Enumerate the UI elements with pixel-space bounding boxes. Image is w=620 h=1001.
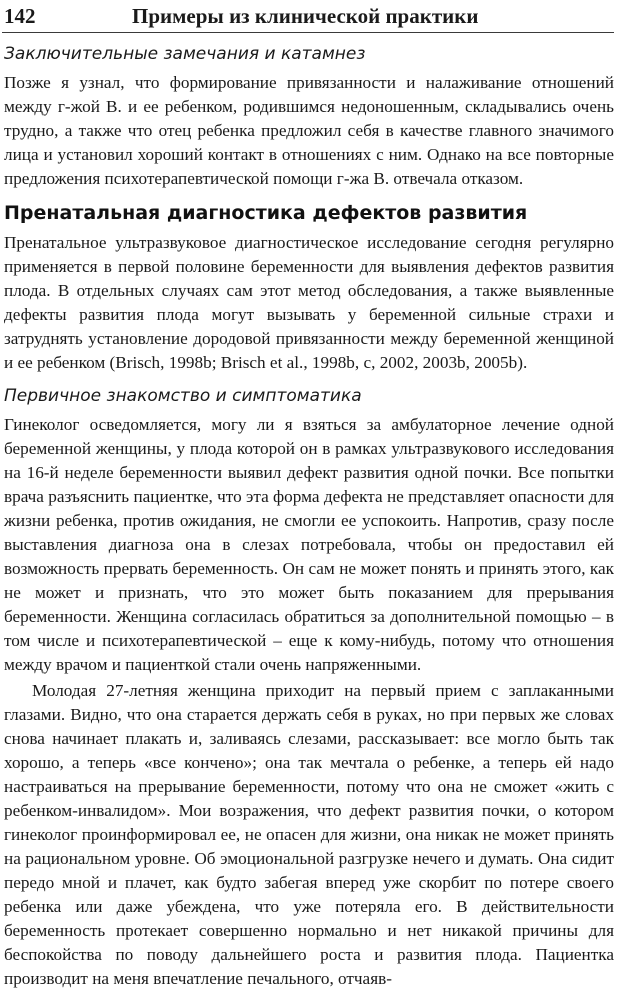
subheading-first-contact: Первичное знакомство и симптоматика <box>4 386 362 406</box>
paragraph-closing-remarks: Позже я узнал, что формирование привязанности и налаживание отношений между г-жой В. и ее ребенком, родившимся недоношенным, складывались очень трудно, а также что отец ребенка предложил себя в качестве главного значимого лица и установил хороший контакт в отношениях с ним. Однако на все повторные предложения психотерапевтической помощи г-жа В. отвечала отказом. <box>4 73 614 188</box>
subheading-closing-remarks: Заключительные замечания и катамнез <box>4 44 366 64</box>
running-header <box>2 0 614 33</box>
paragraph-first-contact: Гинеколог осведомляется, могу ли я взяться за амбулаторное лечение одной беременной женщины, у плода которой он в рамках ультразвукового исследования на 16-й неделе беременности выявил дефект развития одной почки. Все попытки врача разъяснить пациентке, что эта форма дефекта не представляет опасности для жизни ребенка, против ожидания, не смогли ее успокоить. Напротив, сразу после выставления диагноза она в слезах потребовала, чтобы он предоставил ей возможность прервать беременность. Он сам не может понять и принять этого, как не может и признать, что это может быть показанием для прерывания беременности. Женщина согласилась обратиться за дополнительной помощью – в том числе и психотерапевтической – еще к кому-нибудь, потому что отношения между врачом и пациенткой стали очень напряженными. <box>4 415 614 674</box>
paragraph-first-visit: Молодая 27-летняя женщина приходит на первый прием с заплаканными глазами. Видно, что она старается держать себя в руках, но при первых же словах снова начинает плакать и, заливаясь слезами, рассказывает: все могло быть так хорошо, а теперь «все кончено»; она так мечтала о ребенке, а теперь ей надо настраиваться на прерывание беременности, потому что она не сможет «жить с ребенком-инвалидом». Мои возражения, что дефект развития почки, о котором гинеколог проинформировал ее, не опасен для жизни, она никак не может принять на рациональном уровне. Об эмоциональной разгрузке нечего и думать. Она сидит передо мной и плачет, как будто забегая вперед уже скорбит по потере своего ребенка или даже убеждена, что уже потеряла его. В действительности беременность протекает совершенно нормально и нет никакой причины для беспокойства по поводу дальнейшего роста и развития плода. Пациентка производит на меня впечатление печального, отчаяв- <box>4 681 614 988</box>
section-heading-prenatal-diagnostics: Пренатальная диагностика дефектов развития <box>4 202 528 224</box>
paragraph-prenatal-diagnostics: Пренатальное ультразвуковое диагностическое исследование сегодня регулярно применяется в первой половине беременности для выявления дефектов развития плода. В отдельных случаях сам этот метод обследования, а также выявленные дефекты развития плода могут вызывать у беременной сильные страхи и затруднять установление дородовой привязанности между беременной женщиной и ее ребенком (Brisch, 1998b; Brisch et al., 1998b, c, 2002, 2003b, 2005b). <box>4 233 614 372</box>
page-number: 142 <box>4 4 36 28</box>
book-page <box>2 0 614 1001</box>
running-title: Примеры из клинической практики <box>132 4 479 28</box>
